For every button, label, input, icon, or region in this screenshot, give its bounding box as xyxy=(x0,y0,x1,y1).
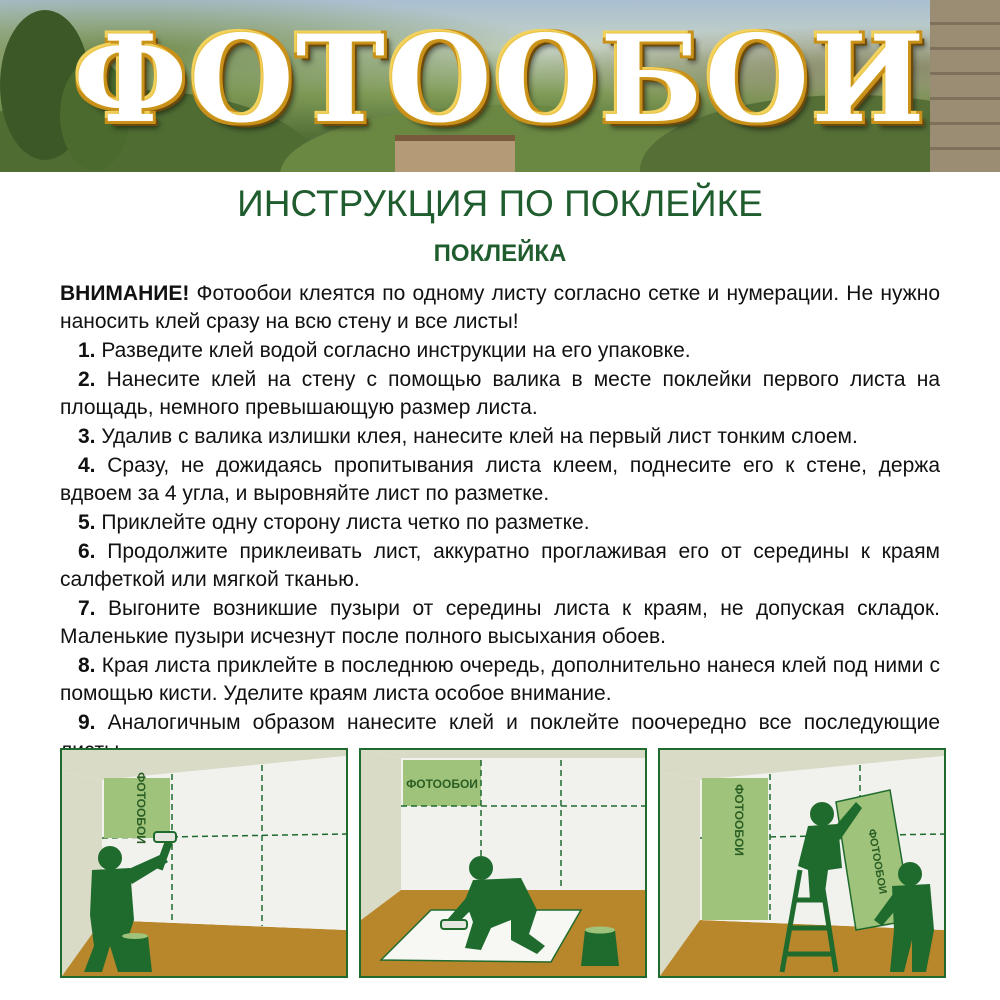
step-number: 6. xyxy=(78,540,96,563)
step-number: 7. xyxy=(78,597,96,620)
step-text: Нанесите клей на стену с помощью валика в месте поклейки первого листа на площадь, немного превышающую размер листа. xyxy=(60,368,940,419)
step-text: Края листа приклейте в последнюю очередь, дополнительно нанеся клей под ними с помощью кисти. Уделите краям листа особое внимание. xyxy=(60,654,940,705)
illustration-hang-sheet xyxy=(658,748,946,978)
sheet-label: ФОТООБОИ xyxy=(732,784,746,856)
step-number: 4. xyxy=(78,454,96,477)
step-item xyxy=(60,652,940,708)
sheet-label: ФОТООБОИ xyxy=(406,777,478,791)
step-item xyxy=(60,337,940,365)
step-item xyxy=(60,423,940,451)
step-text: Выгоните возникшие пузыри от середины листа к краям, не допуская складок. Маленькие пузыри исчезнут после полного высыхания обоев. xyxy=(60,597,940,648)
step-text: Сразу, не дожидаясь пропитывания листа клеем, поднесите его к стене, держа вдвоем за 4 угла, и выровняйте лист по разметке. xyxy=(60,454,940,505)
warning-paragraph xyxy=(60,280,940,336)
title-wrap xyxy=(30,9,970,150)
instruction-heading: ИНСТРУКЦИЯ ПО ПОКЛЕЙКЕ xyxy=(237,183,763,224)
step-text: Разведите клей водой согласно инструкции на его упаковке. xyxy=(95,339,691,362)
illustration-glue-sheet-svg xyxy=(361,750,645,976)
step-item xyxy=(60,366,940,422)
step-text: Продолжите приклеивать лист, аккуратно проглаживая его от середины к краям салфеткой или мягкой тканью. xyxy=(60,540,940,591)
step-number: 3. xyxy=(78,425,96,448)
step-number: 8. xyxy=(78,654,96,677)
step-item xyxy=(60,595,940,651)
instructions-body xyxy=(60,280,940,766)
step-number: 5. xyxy=(78,511,96,534)
illustration-glue-sheet xyxy=(359,748,647,978)
warning-label: ВНИМАНИЕ! xyxy=(60,282,190,305)
step-number: 9. xyxy=(78,711,96,734)
section-heading: ПОКЛЕЙКА xyxy=(433,240,567,267)
step-item xyxy=(60,452,940,508)
step-text: Приклейте одну сторону листа четко по разметке. xyxy=(95,511,590,534)
warning-text: Фотообои клеятся по одному листу согласно сетке и нумерации. Не нужно наносить клей сразу на всю стену и все листы! xyxy=(60,282,940,333)
step-item xyxy=(60,509,940,537)
step-text: Удалив с валика излишки клея, нанесите клей на первый лист тонким слоем. xyxy=(95,425,858,448)
illustration-hang-sheet-svg xyxy=(660,750,944,976)
sheet-label: ФОТООБОИ xyxy=(134,772,148,844)
step-number: 2. xyxy=(78,368,96,391)
illustration-strip xyxy=(60,748,942,980)
page-title: ФОТООБОИ xyxy=(73,9,927,150)
illustration-glue-wall-svg xyxy=(62,750,346,976)
step-number: 1. xyxy=(78,339,96,362)
sheet-label: ФОТООБОИ xyxy=(865,828,889,895)
header-banner xyxy=(0,0,1000,172)
illustration-glue-wall xyxy=(60,748,348,978)
step-item xyxy=(60,538,940,594)
step-text: Аналогичным образом нанесите клей и поклейте поочередно все последующие xyxy=(107,711,940,734)
